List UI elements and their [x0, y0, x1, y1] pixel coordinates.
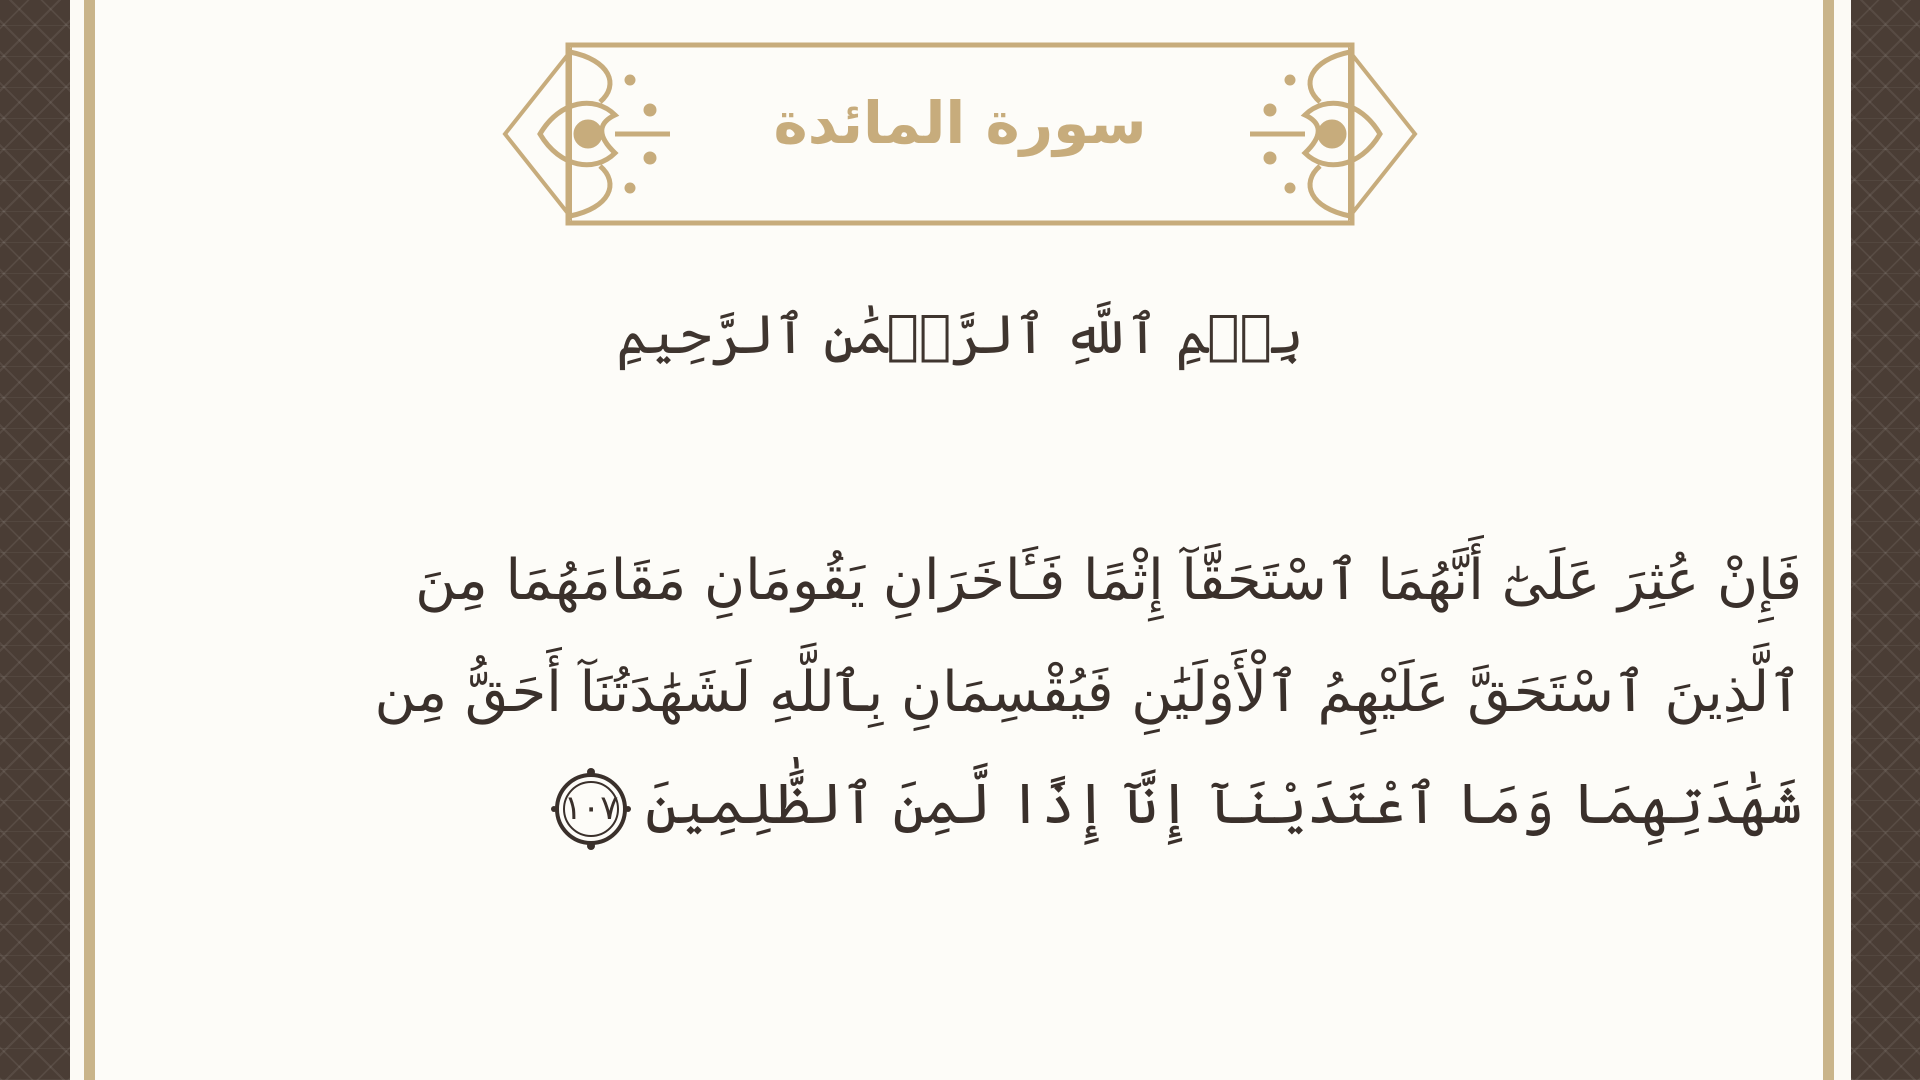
verse-line-1: فَإِنْ عُثِرَ عَلَىٰٓ أَنَّهُمَا ٱسْتَحَقَّآ إِثْمًا فَـَٔاخَرَانِ يَقُومَانِ مَقَامَهُمَا مِنَ	[415, 548, 1802, 613]
right-ornamental-border	[1851, 0, 1920, 1080]
verse-line-3	[300, 749, 1802, 861]
verse-line-3-text: شَهَٰدَتِهِمَا وَمَا ٱعْتَدَيْنَآ إِنَّآ إِذًا لَّمِنَ ٱلظَّٰلِمِينَ	[645, 772, 1802, 837]
right-gold-rule	[1823, 0, 1834, 1080]
ayah-end-marker	[549, 767, 633, 851]
verse-text	[300, 525, 1802, 861]
surah-title: سورة المائدة	[773, 89, 1147, 157]
ayah-number: ١٠٧	[563, 787, 619, 828]
left-ornamental-border	[0, 0, 70, 1080]
basmala: بِسۡمِ ٱللَّهِ ٱلرَّحۡمَٰنِ ٱلرَّحِيمِ	[616, 303, 1304, 366]
verse-line-2: ٱلَّذِينَ ٱسْتَحَقَّ عَلَيْهِمُ ٱلْأَوْلَيَٰنِ فَيُقْسِمَانِ بِٱللَّهِ لَشَهَٰدَتُنَآ أَحَقُّ مِن	[374, 660, 1802, 725]
left-gold-rule	[84, 0, 95, 1080]
